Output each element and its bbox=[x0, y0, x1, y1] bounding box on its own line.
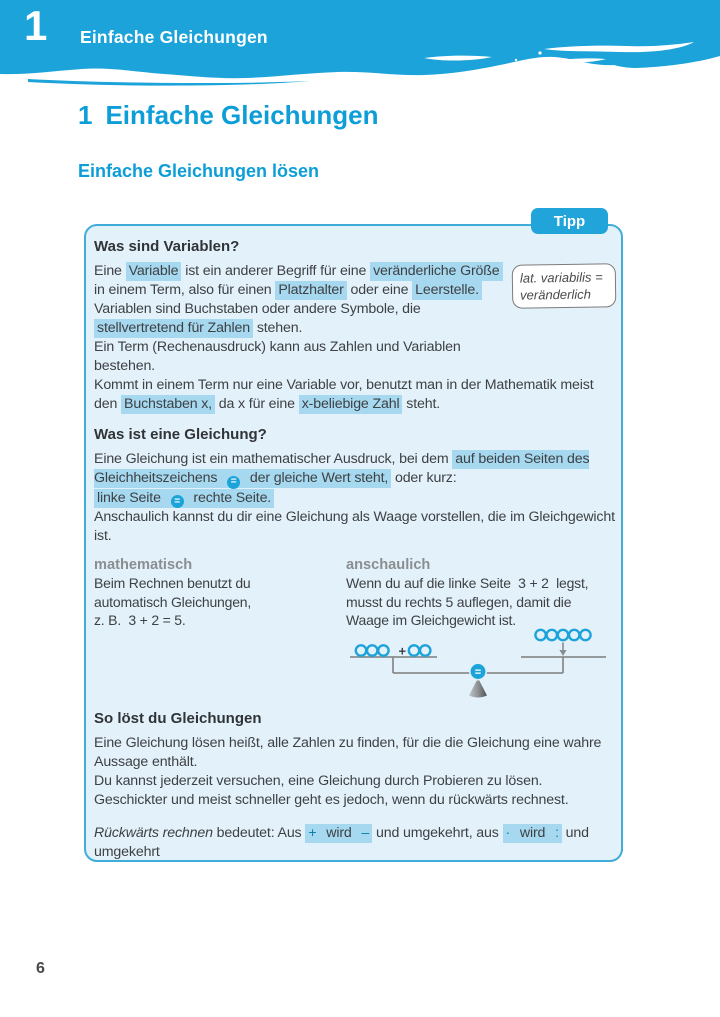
chapter-number: 1 bbox=[24, 2, 48, 49]
plus-sign: + bbox=[398, 643, 407, 658]
equals-in-circle-icon: = bbox=[171, 495, 184, 508]
comparison-columns bbox=[94, 556, 617, 630]
page-title bbox=[78, 100, 379, 131]
equals-in-circle-icon: = bbox=[227, 476, 240, 489]
page-number: 6 bbox=[36, 960, 45, 977]
left-pan-circles-group-2 bbox=[409, 645, 431, 655]
tip-tab-badge: Tipp bbox=[531, 208, 608, 234]
paragraph-solving-1: Eine Gleichung lösen heißt, alle Zahlen zu finden, für die die Gleichung eine wahre Aussage enthält. Du kannst jederzeit versuchen, eine Gleichung durch Probieren zu lösen. Geschickter und meist schneller geht es jedoch, wenn du rückwärts rechnest. bbox=[94, 734, 602, 808]
margin-note-line2: veränderlich bbox=[520, 286, 592, 303]
arrow-down-icon bbox=[559, 642, 566, 656]
column-heading-mathematical: mathematisch bbox=[94, 557, 193, 573]
heading-solving: So löst du Gleichungen bbox=[94, 709, 262, 727]
tip-box-content bbox=[86, 226, 621, 862]
column-mathematical bbox=[94, 556, 346, 630]
page-title-number: 1 bbox=[78, 100, 93, 130]
tip-box bbox=[84, 224, 623, 862]
svg-text:=: = bbox=[474, 666, 482, 678]
heading-equation: Was ist eine Gleichung? bbox=[94, 426, 267, 443]
chapter-title: Einfache Gleichungen bbox=[80, 27, 268, 47]
right-pan-circles bbox=[535, 629, 590, 639]
column-text-visual: Wenn du auf die linke Seite 3 + 2 legst, musst du rechts 5 auflegen, damit die Waage im Gleichgewicht ist. bbox=[346, 575, 589, 628]
page-title-text: Einfache Gleichungen bbox=[105, 100, 379, 130]
page-header bbox=[0, 0, 720, 92]
column-text-mathematical: Beim Rechnen benutzt du automatisch Gleichungen, z. B. 3 + 2 = 5. bbox=[94, 575, 252, 628]
section-subtitle: Einfache Gleichungen lösen bbox=[78, 161, 320, 181]
left-pan-circles-group-1 bbox=[356, 645, 389, 655]
margin-note bbox=[512, 263, 617, 308]
paragraph-variables-1: Eine Variable ist ein anderer Begriff für eine veränderliche Größe in einem Term, also für einen Platzhalter oder eine Leerstelle. Variablen sind Buchstaben oder andere Symbole, die stellvertretend für Zahlen stehen. Ein Term (Rechenausdruck) kann aus Zahlen und Variablen bestehen. bbox=[94, 262, 514, 376]
paragraph-equation: Eine Gleichung ist ein mathematischer Ausdruck, bei dem auf beiden Seiten des Gleichheitszeichens = der gleiche Wert steht, oder kurz: linke Seite = rechte Seite. Anschaulich kannst du dir eine Gleichung als Waage vorstellen, die im Gleichgewicht ist. bbox=[94, 451, 615, 544]
margin-note-line1: lat. variabilis = bbox=[519, 269, 603, 286]
column-heading-visual: anschaulich bbox=[346, 557, 431, 573]
heading-variables: Was sind Variablen? bbox=[94, 238, 240, 255]
balance-scale-illustration bbox=[340, 630, 617, 700]
fulcrum-equals-icon bbox=[469, 663, 487, 697]
paragraph-solving-2: Rückwärts rechnen bedeutet: Aus + wird – und umgekehrt, aus · wird : und umgekehrt bbox=[94, 824, 589, 860]
column-visual bbox=[346, 556, 617, 630]
paragraph-variables-2: Kommt in einem Term nur eine Variable vor, benutzt man in der Mathematik meist den Buchstaben x, da x für eine x-beliebige Zahl steht. bbox=[94, 377, 594, 412]
balance-scale-icon bbox=[340, 624, 617, 704]
